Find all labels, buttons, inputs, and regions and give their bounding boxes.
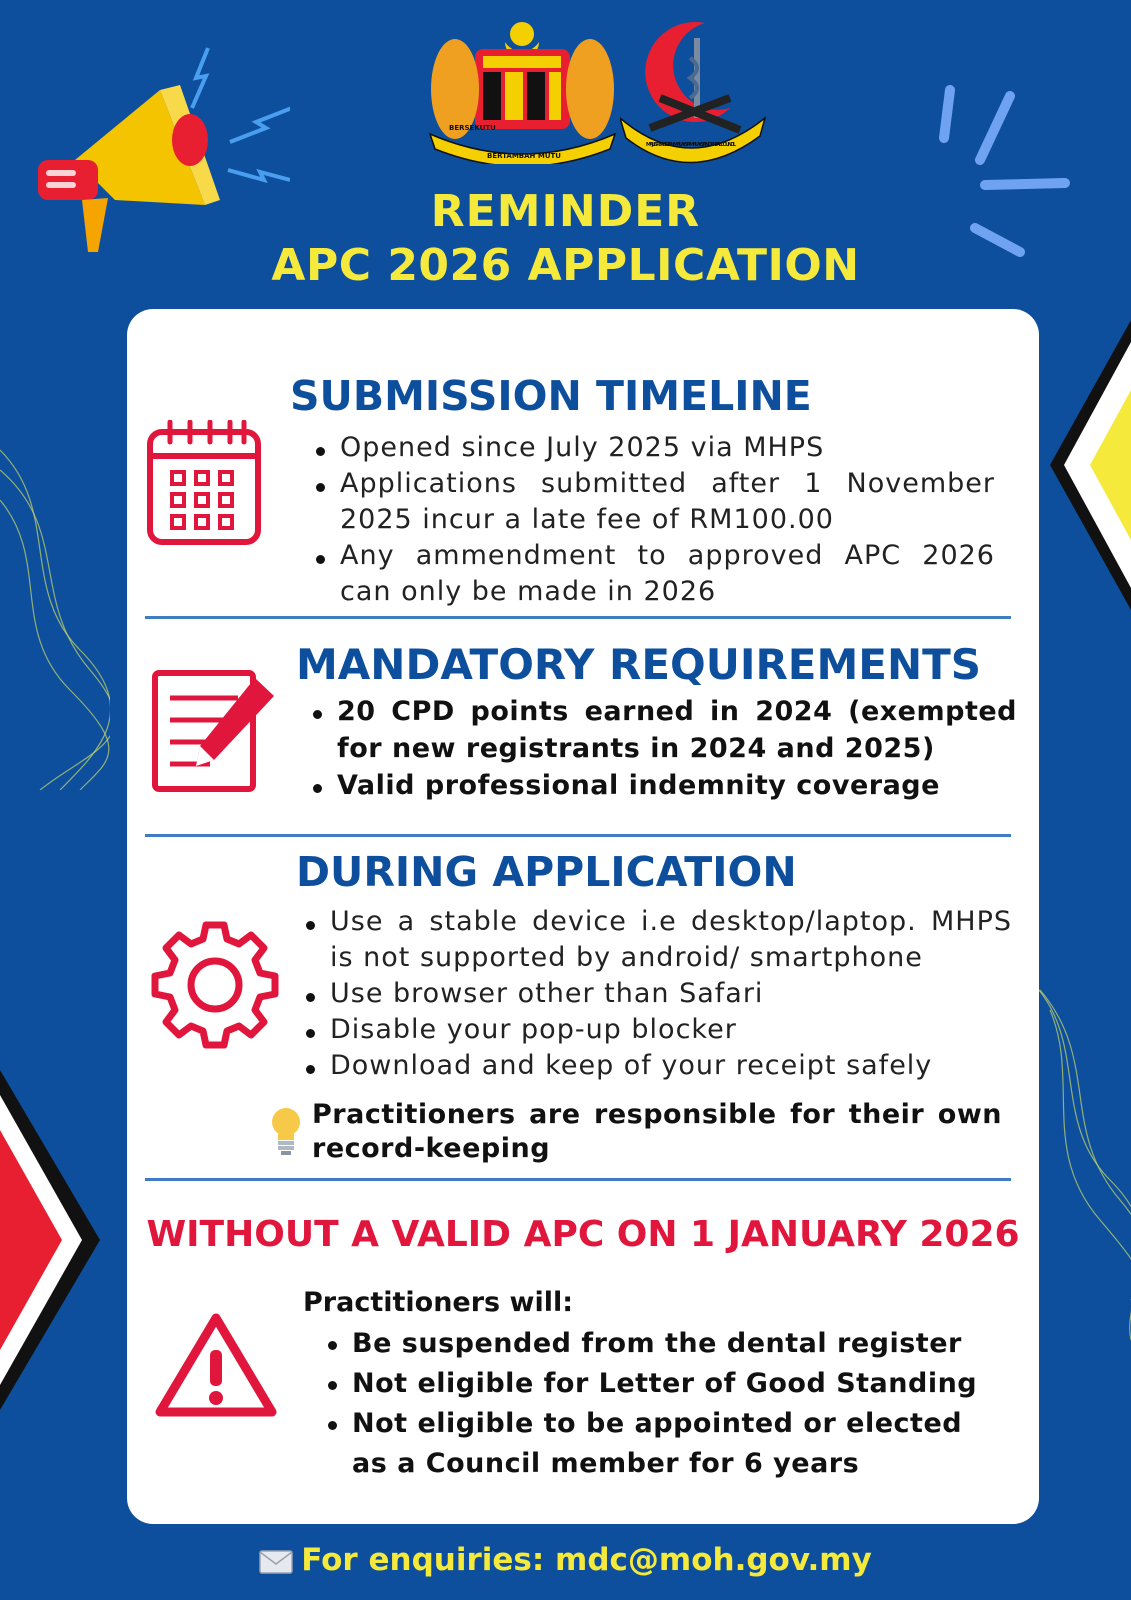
right-chevron-decoration <box>1050 320 1131 610</box>
enquiries-footer <box>0 1542 1131 1578</box>
submission-timeline-list <box>310 430 995 610</box>
reminder-title: REMINDER <box>430 186 701 237</box>
list-item: Opened since July 2025 via MHPS <box>310 430 995 466</box>
list-item: Use browser other than Safari <box>300 976 1012 1012</box>
practitioners-will-label: Practitioners will: <box>303 1287 574 1318</box>
left-chevron-decoration <box>0 1070 100 1410</box>
malaysia-coat-of-arms-logo <box>425 14 620 164</box>
list-item: Not eligible to be appointed or elected as a Council member for 6 years <box>322 1404 1002 1484</box>
list-item: Disable your pop-up blocker <box>300 1012 1012 1048</box>
list-item: Valid professional indemnity coverage <box>307 767 1017 804</box>
wave-lines-decoration-right <box>1030 980 1131 1340</box>
mandatory-requirements-list <box>307 693 1017 804</box>
envelope-icon <box>259 1549 293 1575</box>
mandatory-requirements-heading: MANDATORY REQUIREMENTS <box>296 640 982 689</box>
lightbulb-icon <box>268 1106 304 1156</box>
council-ribbon-text: MAJLIS PERGIGIAN MALAYSIA MALAYSIAN DENTAL COUNCIL <box>646 142 736 148</box>
list-item: Use a stable device i.e desktop/laptop. MHPS is not supported by android/ smartphone <box>300 904 1012 976</box>
without-valid-apc-heading: WITHOUT A VALID APC ON 1 JANUARY 2026 <box>146 1214 1020 1255</box>
submission-timeline-heading: SUBMISSION TIMELINE <box>290 372 812 420</box>
during-application-heading: DURING APPLICATION <box>296 848 797 896</box>
wave-lines-decoration <box>0 430 110 790</box>
list-item: Applications submitted after 1 November 2025 incur a late fee of RM100.00 <box>310 466 995 538</box>
document-pen-icon <box>150 668 280 796</box>
list-item: Any ammendment to approved APC 2026 can only be made in 2026 <box>310 538 995 610</box>
list-item: 20 CPD points earned in 2024 (exempted for new registrants in 2024 and 2025) <box>307 693 1017 767</box>
section-divider <box>145 834 1011 837</box>
calendar-icon <box>144 420 266 550</box>
list-item: Not eligible for Letter of Good Standing <box>322 1364 1002 1404</box>
section-divider <box>145 616 1011 619</box>
during-application-list <box>300 904 1012 1084</box>
consequences-list <box>322 1324 1002 1484</box>
malaysian-dental-council-logo <box>620 18 770 168</box>
record-keeping-tip: Practitioners are responsible for their own record-keeping <box>312 1099 1002 1164</box>
warning-icon <box>154 1310 278 1420</box>
apc-application-title: APC 2026 APPLICATION <box>271 240 860 291</box>
crest-motto-left: BERSEKUTU <box>449 124 496 132</box>
section-divider <box>145 1178 1011 1181</box>
crest-motto-bottom: BERTAMBAH MUTU <box>487 152 561 160</box>
enquiries-email-link[interactable]: For enquiries: mdc@moh.gov.my <box>301 1542 872 1578</box>
list-item: Download and keep of your receipt safely <box>300 1048 1012 1084</box>
gear-icon <box>150 920 280 1050</box>
list-item: Be suspended from the dental register <box>322 1324 1002 1364</box>
